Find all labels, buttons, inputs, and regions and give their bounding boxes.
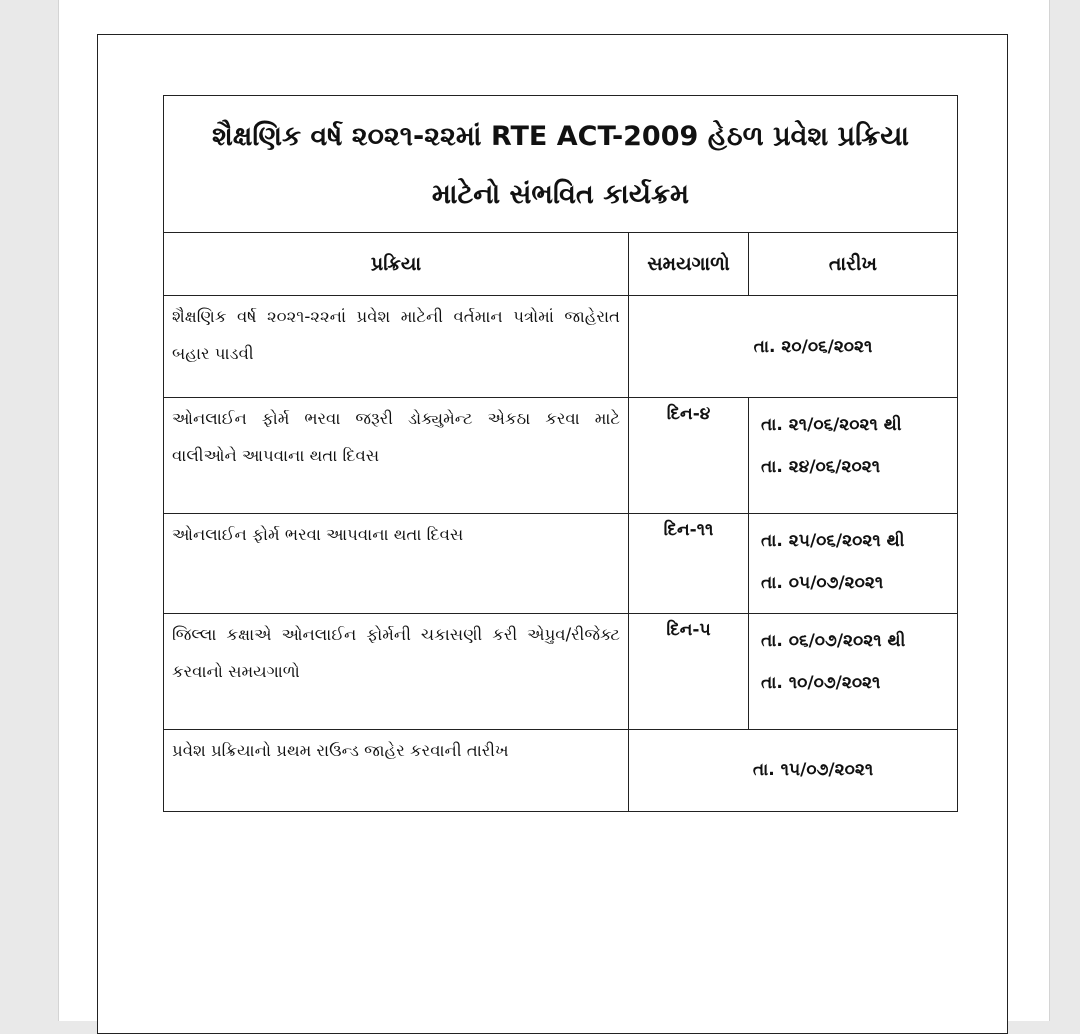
row-period: દિન-૧૧	[629, 514, 749, 614]
title-line-1: શૈક્ષણિક વર્ષ ૨૦૨૧-૨૨માં RTE ACT-2009 હેઠળ પ્રવેશ પ્રક્રિયા	[211, 121, 910, 152]
row-date: તા. ૧૫/૦૭/૨૦૨૧	[629, 730, 958, 812]
table-row	[164, 398, 958, 514]
row-period: દિન-૪	[629, 398, 749, 514]
row-process: શૈક્ષણિક વર્ષ ૨૦૨૧-૨૨નાં પ્રવેશ માટેની વર્તમાન પત્રોમાં જાહેરાત બહાર પાડવી	[164, 296, 629, 398]
table-row	[164, 296, 958, 398]
title-line-2: માટેનો સંભવિત કાર્યક્રમ	[431, 179, 690, 210]
date-to: તા. ૨૪/૦૬/૨૦૨૧	[761, 457, 881, 477]
row-process: ઓનલાઈન ફોર્મ ભરવા જરૂરી ડોક્યુમેન્ટ એકઠા કરવા માટે વાલીઓને આપવાના થતા દિવસ	[164, 398, 629, 514]
table-row	[164, 730, 958, 812]
row-period: દિન-૫	[629, 614, 749, 730]
row-process: ઓનલાઈન ફોર્મ ભરવા આપવાના થતા દિવસ	[164, 514, 629, 614]
schedule-table	[163, 95, 958, 812]
row-date	[749, 514, 958, 614]
header-date: તારીખ	[749, 233, 958, 296]
row-date	[749, 614, 958, 730]
header-period: સમયગાળો	[629, 233, 749, 296]
row-process: જિલ્લા કક્ષાએ ઓનલાઈન ફોર્મની ચકાસણી કરી એપ્રુવ/રીજેક્ટ કરવાનો સમયગાળો	[164, 614, 629, 730]
table-row	[164, 514, 958, 614]
date-to: તા. ૦૫/૦૭/૨૦૨૧	[761, 573, 884, 593]
date-from: તા. ૨૧/૦૬/૨૦૨૧ થી	[761, 415, 902, 435]
row-process: પ્રવેશ પ્રક્રિયાનો પ્રથમ રાઉન્ડ જાહેર કરવાની તારીખ	[164, 730, 629, 812]
date-from: તા. ૨૫/૦૬/૨૦૨૧ થી	[761, 531, 905, 551]
header-row	[164, 233, 958, 296]
row-date	[749, 398, 958, 514]
date-to: તા. ૧૦/૦૭/૨૦૨૧	[761, 673, 881, 693]
table-row	[164, 614, 958, 730]
header-process: પ્રક્રિયા	[164, 233, 629, 296]
row-date: તા. ૨૦/૦૬/૨૦૨૧	[629, 296, 958, 398]
table-title	[164, 96, 958, 233]
date-from: તા. ૦૬/૦૭/૨૦૨૧ થી	[761, 631, 906, 651]
